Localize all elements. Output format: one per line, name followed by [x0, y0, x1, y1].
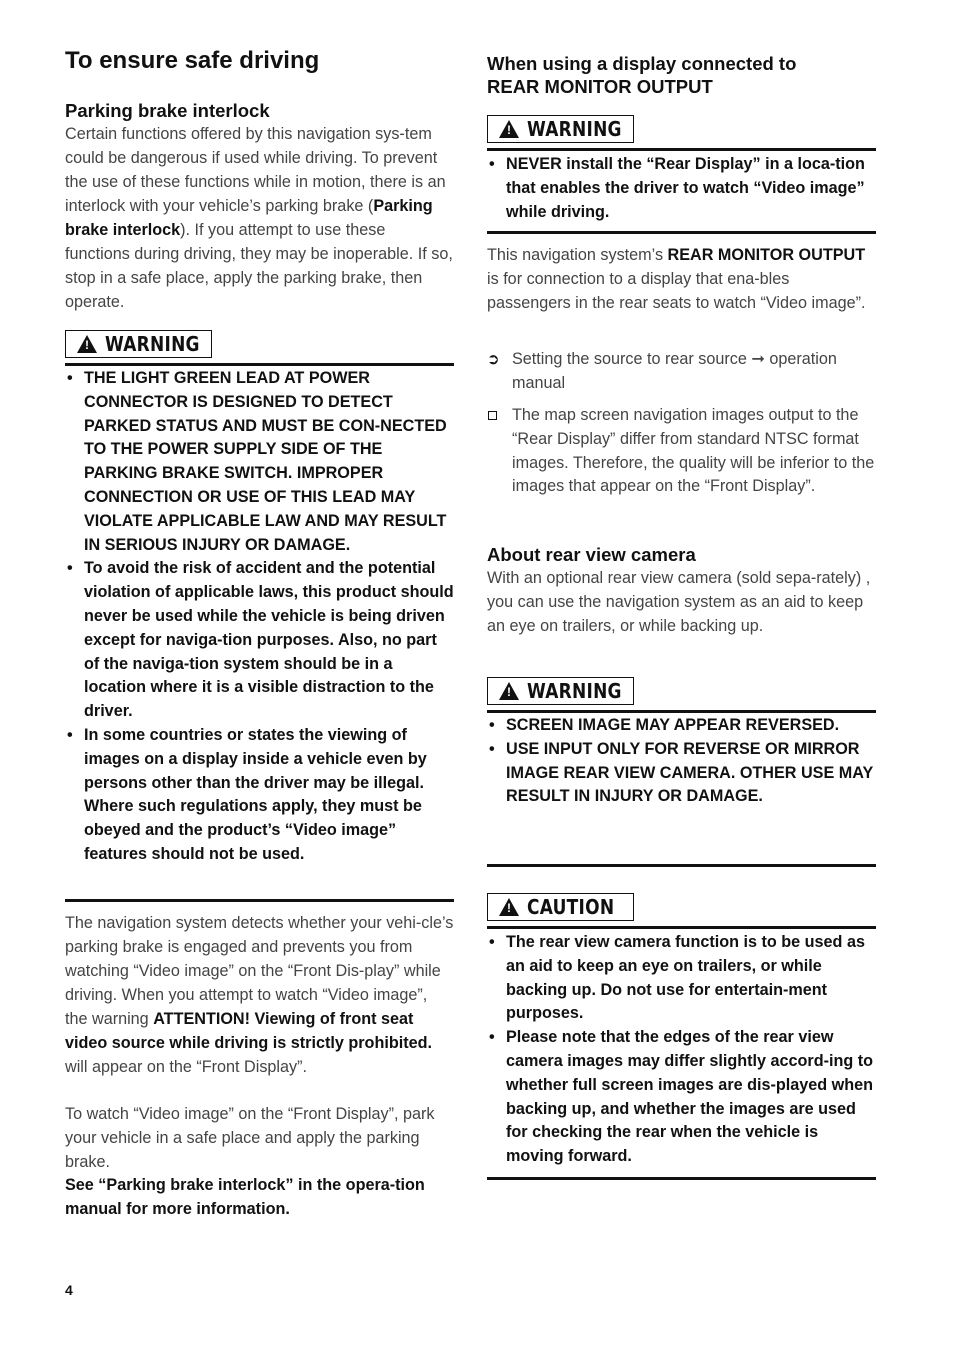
- parking-brake-paragraph: Certain functions offered by this navigation sys-tem could be dangerous if used while driving. To prevent the use of these functions while in motion, there is an interlock with your vehicle’s parking brake (Parking brake interlock). If you attempt to use these functions during driving, they may be inoperable. If so, stop in a safe place, apply the parking brake, then operate.: [65, 125, 453, 311]
- rear-monitor-heading: When using a display connected to REAR MONITOR OUTPUT: [487, 53, 797, 97]
- rear-warning-item: • NEVER install the “Rear Display” in a loca-tion that enables the driver to watch “Video image” while driving.: [487, 153, 876, 224]
- camera-warning-bottom-rule: [487, 864, 876, 867]
- camera-warning-list: [487, 714, 876, 809]
- camera-warning-label-box: ! WARNING: [487, 677, 634, 705]
- warning-item: • In some countries or states the viewing of images on a display inside a vehicle even by persons other than the driver may be illegal. Where such regulations apply, they must be obeyed and the product’s “Video image” features should not be used.: [65, 724, 454, 867]
- warning-list: [65, 367, 454, 867]
- warning-triangle-icon: !: [499, 682, 519, 700]
- caution-item: • Please note that the edges of the rear view camera images may differ slightly accord-ing to whether full screen images are dis-played when backing up, and whether the images are used for checking the rear when the vehicle is moving forward.: [487, 1026, 876, 1169]
- rear-warning-list: [487, 153, 876, 224]
- warning-label-box: ! WARNING: [65, 330, 212, 358]
- parking-brake-heading: Parking brake interlock: [65, 100, 270, 121]
- warning-triangle-icon: !: [77, 335, 97, 353]
- caution-triangle-icon: !: [499, 898, 519, 916]
- camera-warning-top-rule: [487, 710, 876, 713]
- rear-camera-paragraph: With an optional rear view camera (sold sepa-rately) , you can use the navigation system as an aid to keep an eye on trailers, or while backing up.: [487, 569, 871, 635]
- reference-item: ➲ Setting the source to rear source ➞ operation manual: [487, 350, 837, 392]
- rear-warning-label-box: ! WARNING: [487, 115, 634, 143]
- warning-item: • To avoid the risk of accident and the potential violation of applicable laws, this product should never be used while the vehicle is being driven except for naviga-tion purposes. Also, no part of the naviga-tion system should be in a location where it is a visible distraction to the driver.: [65, 557, 454, 724]
- note-checkbox-icon: [488, 411, 497, 420]
- warning-triangle-icon: !: [499, 120, 519, 138]
- page-number: 4: [65, 1282, 73, 1298]
- caution-item: • The rear view camera function is to be used as an aid to keep an eye on trailers, or while backing up. Do not use for entertain-ment purposes.: [487, 931, 876, 1026]
- rear-warning-bottom-rule: [487, 231, 876, 234]
- warning-bottom-rule: [65, 899, 454, 902]
- caution-bottom-rule: [487, 1177, 876, 1180]
- watch-video-paragraph: To watch “Video image” on the “Front Display”, park your vehicle in a safe place and apply the parking brake.: [65, 1105, 435, 1171]
- camera-warning-item: • USE INPUT ONLY FOR REVERSE OR MIRROR IMAGE REAR VIEW CAMERA. OTHER USE MAY RESULT IN INJURY OR DAMAGE.: [487, 738, 876, 809]
- rear-monitor-paragraph: This navigation system’s REAR MONITOR OUTPUT is for connection to a display that ena-bles passengers in the rear seats to watch “Video image”.: [487, 246, 866, 312]
- warning-item: • THE LIGHT GREEN LEAD AT POWER CONNECTOR IS DESIGNED TO DETECT PARKED STATUS AND MUST BE CON-NECTED TO THE POWER SUPPLY SIDE OF THE PARKING BRAKE SWITCH. IMPROPER CONNECTION OR USE OF THIS LEAD MAY VIOLATE APPLICABLE LAW AND MAY RESULT IN SERIOUS INJURY OR DAMAGE.: [65, 367, 454, 557]
- caution-label-box: ! CAUTION: [487, 893, 634, 921]
- warning-top-rule: [65, 363, 454, 366]
- camera-warning-item: • SCREEN IMAGE MAY APPEAR REVERSED.: [487, 714, 876, 738]
- rear-camera-heading: About rear view camera: [487, 544, 696, 565]
- see-manual-paragraph: See “Parking brake interlock” in the opera-tion manual for more information.: [65, 1176, 425, 1218]
- reference-arrow-icon: ➲: [487, 351, 500, 368]
- interlock-detect-paragraph: The navigation system detects whether your vehi-cle’s parking brake is engaged and prevents you from watching “Video image” on the “Front Dis-play” while driving. When you attempt to watch “Video image”, the warning ATTENTION! Viewing of front seat video source while driving is strictly prohibited. will appear on the “Front Display”.: [65, 914, 454, 1076]
- caution-top-rule: [487, 926, 876, 929]
- page-title: To ensure safe driving: [65, 47, 320, 74]
- caution-list: [487, 931, 876, 1169]
- note-item: The map screen navigation images output to the “Rear Display” differ from standard NTSC format images. Therefore, the quality will be inferior to the images that appear on the “Front Display”.: [487, 404, 876, 499]
- rear-warning-top-rule: [487, 148, 876, 151]
